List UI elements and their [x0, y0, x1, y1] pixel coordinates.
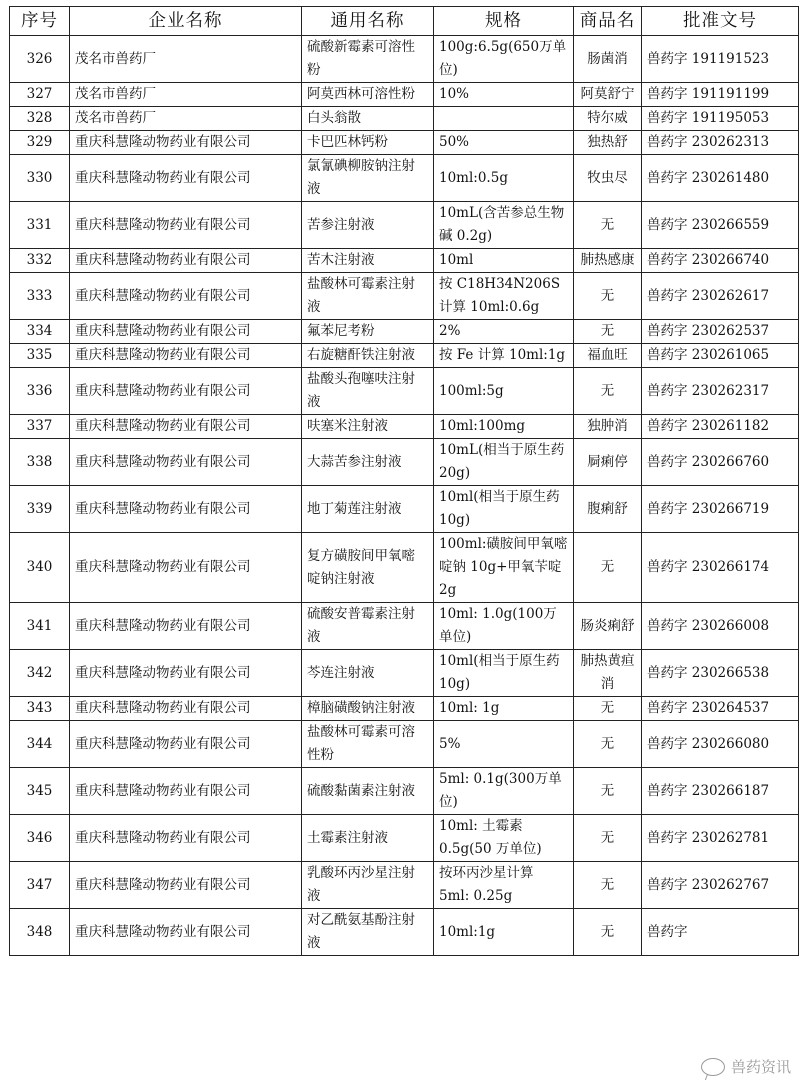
header-serial: 序号	[10, 7, 70, 36]
row-brand: 无	[574, 862, 642, 909]
table-row	[10, 155, 799, 202]
row-brand: 肠菌消	[574, 36, 642, 83]
row-company: 重庆科慧隆动物药业有限公司	[70, 768, 302, 815]
table-row	[10, 486, 799, 533]
row-company: 重庆科慧隆动物药业有限公司	[70, 155, 302, 202]
row-serial: 343	[10, 697, 70, 721]
row-spec: 5%	[434, 721, 574, 768]
row-brand: 无	[574, 320, 642, 344]
row-generic-name: 对乙酰氨基酚注射液	[302, 909, 434, 956]
row-serial: 346	[10, 815, 70, 862]
table-row	[10, 650, 799, 697]
row-company: 重庆科慧隆动物药业有限公司	[70, 862, 302, 909]
row-approval: 兽药字 230266719	[642, 486, 799, 533]
row-generic-name: 苦木注射液	[302, 249, 434, 273]
row-serial: 327	[10, 83, 70, 107]
row-spec: 10ml:100mg	[434, 415, 574, 439]
table-row	[10, 768, 799, 815]
header-company: 企业名称	[70, 7, 302, 36]
table-row	[10, 815, 799, 862]
row-serial: 333	[10, 273, 70, 320]
wechat-icon	[701, 1058, 725, 1076]
table-row	[10, 697, 799, 721]
row-serial: 326	[10, 36, 70, 83]
row-approval: 兽药字 230266080	[642, 721, 799, 768]
table-row	[10, 83, 799, 107]
row-approval: 兽药字 230262313	[642, 131, 799, 155]
row-spec	[434, 107, 574, 131]
table-row	[10, 249, 799, 273]
row-company: 重庆科慧隆动物药业有限公司	[70, 344, 302, 368]
table-row	[10, 202, 799, 249]
row-serial: 347	[10, 862, 70, 909]
header-spec: 规格	[434, 7, 574, 36]
row-company: 重庆科慧隆动物药业有限公司	[70, 415, 302, 439]
table-row	[10, 131, 799, 155]
row-brand: 特尔威	[574, 107, 642, 131]
row-approval: 兽药字 230266740	[642, 249, 799, 273]
row-serial: 334	[10, 320, 70, 344]
table-body	[10, 36, 799, 956]
row-approval: 兽药字 191191199	[642, 83, 799, 107]
row-generic-name: 右旋糖酐铁注射液	[302, 344, 434, 368]
table-row	[10, 415, 799, 439]
row-spec: 10ml(相当于原生药 10g)	[434, 486, 574, 533]
row-approval: 兽药字 230262781	[642, 815, 799, 862]
row-company: 重庆科慧隆动物药业有限公司	[70, 650, 302, 697]
row-spec: 10ml(相当于原生药 10g)	[434, 650, 574, 697]
row-company: 茂名市兽药厂	[70, 107, 302, 131]
table-row	[10, 533, 799, 603]
row-generic-name: 樟脑磺酸钠注射液	[302, 697, 434, 721]
row-spec: 5ml: 0.1g(300万单位)	[434, 768, 574, 815]
table-row	[10, 273, 799, 320]
row-spec: 按环丙沙星计算 5ml: 0.25g	[434, 862, 574, 909]
row-spec: 10ml: 1.0g(100万单位)	[434, 603, 574, 650]
row-spec: 10mL(含苦参总生物碱 0.2g)	[434, 202, 574, 249]
row-generic-name: 盐酸林可霉素可溶性粉	[302, 721, 434, 768]
row-spec: 10ml	[434, 249, 574, 273]
row-spec: 按 C18H34N206S 计算 10ml:0.6g	[434, 273, 574, 320]
row-spec: 10ml: 土霉素 0.5g(50 万单位)	[434, 815, 574, 862]
row-brand: 肠炎痢舒	[574, 603, 642, 650]
row-brand: 肺热感康	[574, 249, 642, 273]
row-serial: 342	[10, 650, 70, 697]
row-serial: 330	[10, 155, 70, 202]
table-row	[10, 603, 799, 650]
row-generic-name: 卡巴匹林钙粉	[302, 131, 434, 155]
table-row	[10, 909, 799, 956]
row-serial: 335	[10, 344, 70, 368]
row-approval: 兽药字 230262317	[642, 368, 799, 415]
row-spec: 10ml:0.5g	[434, 155, 574, 202]
row-brand: 无	[574, 202, 642, 249]
row-brand: 无	[574, 909, 642, 956]
row-spec: 10%	[434, 83, 574, 107]
row-serial: 341	[10, 603, 70, 650]
row-company: 重庆科慧隆动物药业有限公司	[70, 697, 302, 721]
row-approval: 兽药字 230262537	[642, 320, 799, 344]
row-spec: 100ml:磺胺间甲氧嘧啶钠 10g+甲氧苄啶 2g	[434, 533, 574, 603]
row-serial: 336	[10, 368, 70, 415]
row-approval: 兽药字 191191523	[642, 36, 799, 83]
row-spec: 50%	[434, 131, 574, 155]
row-generic-name: 复方磺胺间甲氧嘧啶钠注射液	[302, 533, 434, 603]
row-brand: 无	[574, 721, 642, 768]
row-generic-name: 芩连注射液	[302, 650, 434, 697]
row-company: 重庆科慧隆动物药业有限公司	[70, 486, 302, 533]
row-generic-name: 苦参注射液	[302, 202, 434, 249]
row-approval: 兽药字 230261065	[642, 344, 799, 368]
row-generic-name: 土霉素注射液	[302, 815, 434, 862]
row-brand: 腹痢舒	[574, 486, 642, 533]
row-serial: 337	[10, 415, 70, 439]
row-company: 重庆科慧隆动物药业有限公司	[70, 273, 302, 320]
row-brand: 福血旺	[574, 344, 642, 368]
row-brand: 独肿消	[574, 415, 642, 439]
row-generic-name: 盐酸头孢噻呋注射液	[302, 368, 434, 415]
row-serial: 339	[10, 486, 70, 533]
row-brand: 无	[574, 768, 642, 815]
row-serial: 344	[10, 721, 70, 768]
row-company: 重庆科慧隆动物药业有限公司	[70, 721, 302, 768]
row-approval: 兽药字 230266538	[642, 650, 799, 697]
header-approval: 批准文号	[642, 7, 799, 36]
row-generic-name: 氟苯尼考粉	[302, 320, 434, 344]
row-generic-name: 呋塞米注射液	[302, 415, 434, 439]
row-serial: 328	[10, 107, 70, 131]
row-spec: 100g:6.5g(650万单位)	[434, 36, 574, 83]
watermark-text: 兽药资讯	[730, 1058, 791, 1076]
row-brand: 无	[574, 815, 642, 862]
row-serial: 329	[10, 131, 70, 155]
row-approval: 兽药字 191195053	[642, 107, 799, 131]
row-company: 重庆科慧隆动物药业有限公司	[70, 320, 302, 344]
row-approval: 兽药字 230262767	[642, 862, 799, 909]
row-brand: 无	[574, 273, 642, 320]
drug-approval-table	[9, 6, 799, 956]
row-generic-name: 硫酸新霉素可溶性粉	[302, 36, 434, 83]
row-generic-name: 地丁菊莲注射液	[302, 486, 434, 533]
row-approval: 兽药字 230261182	[642, 415, 799, 439]
row-approval: 兽药字 230266008	[642, 603, 799, 650]
row-brand: 独热舒	[574, 131, 642, 155]
row-company: 茂名市兽药厂	[70, 83, 302, 107]
row-approval: 兽药字 230266559	[642, 202, 799, 249]
row-spec: 10ml:1g	[434, 909, 574, 956]
table-row	[10, 862, 799, 909]
watermark	[701, 1056, 791, 1077]
table-row	[10, 36, 799, 83]
row-approval: 兽药字 230262617	[642, 273, 799, 320]
row-spec: 100ml:5g	[434, 368, 574, 415]
row-spec: 10mL(相当于原生药 20g)	[434, 439, 574, 486]
row-serial: 332	[10, 249, 70, 273]
row-spec: 按 Fe 计算 10ml:1g	[434, 344, 574, 368]
row-spec: 10ml: 1g	[434, 697, 574, 721]
row-serial: 340	[10, 533, 70, 603]
table-row	[10, 320, 799, 344]
row-generic-name: 阿莫西林可溶性粉	[302, 83, 434, 107]
row-brand: 无	[574, 533, 642, 603]
row-approval: 兽药字 230264537	[642, 697, 799, 721]
table-row	[10, 439, 799, 486]
row-generic-name: 白头翁散	[302, 107, 434, 131]
row-company: 重庆科慧隆动物药业有限公司	[70, 533, 302, 603]
row-brand: 阿莫舒宁	[574, 83, 642, 107]
row-serial: 345	[10, 768, 70, 815]
row-serial: 348	[10, 909, 70, 956]
row-generic-name: 硫酸安普霉素注射液	[302, 603, 434, 650]
row-company: 重庆科慧隆动物药业有限公司	[70, 368, 302, 415]
row-brand: 无	[574, 697, 642, 721]
row-company: 重庆科慧隆动物药业有限公司	[70, 815, 302, 862]
row-approval: 兽药字 230266187	[642, 768, 799, 815]
row-company: 重庆科慧隆动物药业有限公司	[70, 439, 302, 486]
table-row	[10, 368, 799, 415]
table-row	[10, 721, 799, 768]
row-company: 重庆科慧隆动物药业有限公司	[70, 202, 302, 249]
row-company: 重庆科慧隆动物药业有限公司	[70, 603, 302, 650]
header-brand: 商品名	[574, 7, 642, 36]
row-company: 茂名市兽药厂	[70, 36, 302, 83]
row-company: 重庆科慧隆动物药业有限公司	[70, 909, 302, 956]
row-spec: 2%	[434, 320, 574, 344]
row-approval: 兽药字	[642, 909, 799, 956]
row-company: 重庆科慧隆动物药业有限公司	[70, 249, 302, 273]
row-approval: 兽药字 230266174	[642, 533, 799, 603]
row-company: 重庆科慧隆动物药业有限公司	[70, 131, 302, 155]
row-approval: 兽药字 230266760	[642, 439, 799, 486]
row-generic-name: 盐酸林可霉素注射液	[302, 273, 434, 320]
header-generic-name: 通用名称	[302, 7, 434, 36]
table-row	[10, 107, 799, 131]
row-brand: 肺热黄疸消	[574, 650, 642, 697]
table-row	[10, 344, 799, 368]
row-brand: 无	[574, 368, 642, 415]
row-serial: 331	[10, 202, 70, 249]
row-brand: 屙痢停	[574, 439, 642, 486]
row-generic-name: 大蒜苦参注射液	[302, 439, 434, 486]
row-generic-name: 硫酸黏菌素注射液	[302, 768, 434, 815]
row-serial: 338	[10, 439, 70, 486]
row-generic-name: 乳酸环丙沙星注射液	[302, 862, 434, 909]
table-header-row	[10, 7, 799, 36]
row-approval: 兽药字 230261480	[642, 155, 799, 202]
row-generic-name: 氯氰碘柳胺钠注射液	[302, 155, 434, 202]
row-brand: 牧虫尽	[574, 155, 642, 202]
